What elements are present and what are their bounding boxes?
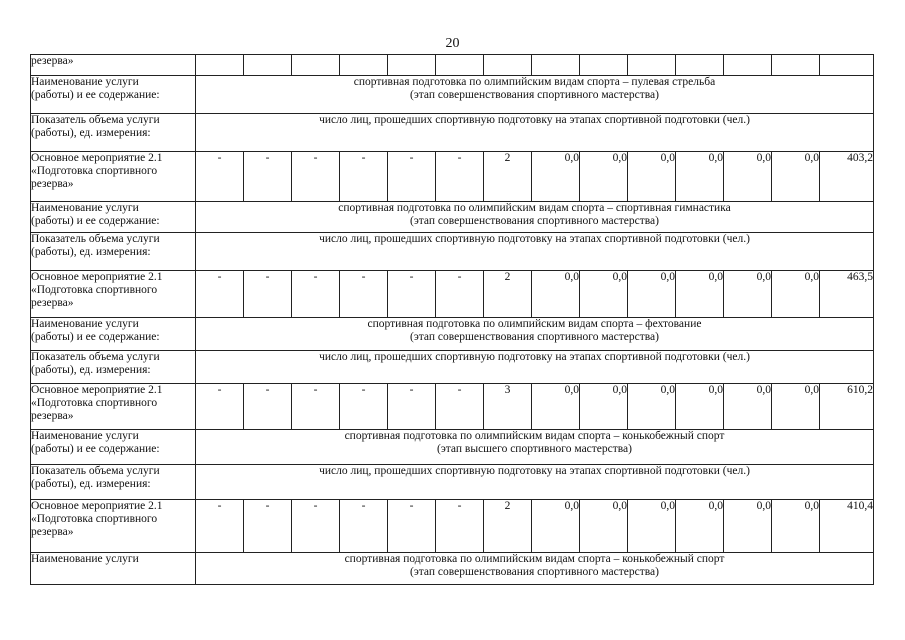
text-line: спортивная подготовка по олимпийским видам спорта – спортивная гимнастика — [338, 202, 731, 214]
value-cell: 0,0 — [676, 500, 724, 553]
text-line: спортивная подготовка по олимпийским видам спорта – конькобежный спорт — [344, 430, 725, 442]
value-cell: - — [244, 152, 292, 202]
event-row — [31, 384, 874, 430]
indicator-text: число лиц, прошедших спортивную подготовку на этапах спортивной подготовки (чел.) — [196, 114, 874, 152]
service-name-label — [31, 318, 196, 351]
value-cell: 0,0 — [772, 384, 820, 430]
value-cell: - — [196, 500, 244, 553]
text-line: (этап совершенствования спортивного мастерства) — [410, 331, 659, 343]
value-cell: 0,0 — [580, 500, 628, 553]
value-cell: - — [340, 500, 388, 553]
value-cell: 0,0 — [676, 271, 724, 318]
value-cell: 463,5 — [820, 271, 874, 318]
indicator-row — [31, 233, 874, 271]
service-name-text — [196, 76, 874, 114]
text-line: (работы) и ее содержание: — [31, 331, 160, 343]
value-cell: 0,0 — [772, 152, 820, 202]
value-cell: - — [292, 271, 340, 318]
event-label — [31, 152, 196, 202]
indicator-label — [31, 233, 196, 271]
service-name-row — [31, 553, 874, 585]
text-line: Показатель объема услуги — [31, 465, 160, 477]
value-cell: 2 — [484, 152, 532, 202]
value-cell: 0,0 — [628, 271, 676, 318]
service-name-label — [31, 553, 196, 585]
service-name-text — [196, 553, 874, 585]
text-line: (этап совершенствования спортивного мастерства) — [410, 215, 659, 227]
value-cell: 0,0 — [532, 384, 580, 430]
value-cell: - — [292, 152, 340, 202]
value-cell: 403,2 — [820, 152, 874, 202]
text-line: «Подготовка спортивного — [31, 165, 158, 177]
value-cell: 410,4 — [820, 500, 874, 553]
continuation-label: резерва» — [31, 55, 196, 76]
value-cell: 0,0 — [628, 500, 676, 553]
indicator-text: число лиц, прошедших спортивную подготовку на этапах спортивной подготовки (чел.) — [196, 233, 874, 271]
text-line: резерва» — [31, 178, 74, 190]
indicator-text: число лиц, прошедших спортивную подготовку на этапах спортивной подготовки (чел.) — [196, 465, 874, 500]
text-line: Наименование услуги — [31, 430, 139, 442]
event-label — [31, 384, 196, 430]
service-name-text — [196, 202, 874, 233]
text-line: спортивная подготовка по олимпийским видам спорта – конькобежный спорт — [344, 553, 725, 565]
value-cell: - — [436, 384, 484, 430]
value-cell: 0,0 — [724, 152, 772, 202]
text-line: «Подготовка спортивного — [31, 397, 158, 409]
value-cell: 3 — [484, 384, 532, 430]
text-line: Основное мероприятие 2.1 — [31, 384, 163, 396]
text-line: Основное мероприятие 2.1 — [31, 271, 163, 283]
value-cell: - — [292, 384, 340, 430]
text-line: (работы), ед. измерения: — [31, 246, 151, 258]
value-cell: 0,0 — [580, 271, 628, 318]
value-cell: 0,0 — [772, 500, 820, 553]
value-cell: 2 — [484, 500, 532, 553]
value-cell: - — [196, 152, 244, 202]
text-line: спортивная подготовка по олимпийским видам спорта – фехтование — [367, 318, 702, 330]
service-name-label — [31, 430, 196, 465]
text-line: Наименование услуги — [31, 76, 139, 88]
page-number: 20 — [445, 36, 460, 51]
text-line: «Подготовка спортивного — [31, 284, 158, 296]
service-name-row — [31, 76, 874, 114]
value-cell: - — [436, 152, 484, 202]
event-row — [31, 271, 874, 318]
text-line: (работы), ед. измерения: — [31, 127, 151, 139]
text-line: резерва» — [31, 410, 74, 422]
event-row — [31, 152, 874, 202]
text-line: (этап высшего спортивного мастерства) — [437, 443, 632, 455]
value-cell: - — [388, 152, 436, 202]
text-line: Показатель объема услуги — [31, 114, 160, 126]
value-cell: - — [436, 271, 484, 318]
indicator-row — [31, 465, 874, 500]
value-cell: 2 — [484, 271, 532, 318]
text-line: Показатель объема услуги — [31, 351, 160, 363]
value-cell: 0,0 — [676, 384, 724, 430]
value-cell: 0,0 — [532, 271, 580, 318]
value-cell: 0,0 — [724, 500, 772, 553]
text-line: (работы), ед. измерения: — [31, 364, 151, 376]
text-line: Наименование услуги — [31, 318, 139, 330]
text-line: Основное мероприятие 2.1 — [31, 500, 163, 512]
indicator-label — [31, 351, 196, 384]
value-cell: - — [196, 384, 244, 430]
value-cell: - — [388, 271, 436, 318]
text-line: Наименование услуги — [31, 553, 139, 565]
service-name-row — [31, 202, 874, 233]
text-line: Основное мероприятие 2.1 — [31, 152, 163, 164]
value-cell: - — [340, 384, 388, 430]
text-line: (работы), ед. измерения: — [31, 478, 151, 490]
indicator-row — [31, 351, 874, 384]
text-line: «Подготовка спортивного — [31, 513, 158, 525]
value-cell: - — [388, 500, 436, 553]
text-line: (работы) и ее содержание: — [31, 443, 160, 455]
indicator-label — [31, 465, 196, 500]
text-line: резерва» — [31, 297, 74, 309]
value-cell: 0,0 — [724, 271, 772, 318]
service-name-row — [31, 430, 874, 465]
value-cell: 0,0 — [580, 152, 628, 202]
value-cell: 0,0 — [628, 152, 676, 202]
text-line: (этап совершенствования спортивного мастерства) — [410, 566, 659, 578]
text-line: резерва» — [31, 526, 74, 538]
indicator-label — [31, 114, 196, 152]
text-line: Показатель объема услуги — [31, 233, 160, 245]
value-cell: 0,0 — [532, 500, 580, 553]
event-label — [31, 271, 196, 318]
service-name-text — [196, 430, 874, 465]
value-cell: - — [436, 500, 484, 553]
value-cell: - — [244, 500, 292, 553]
indicator-row — [31, 114, 874, 152]
text-line: (работы) и ее содержание: — [31, 215, 160, 227]
text-line: (работы) и ее содержание: — [31, 89, 160, 101]
services-table — [30, 54, 874, 585]
service-name-label — [31, 202, 196, 233]
value-cell: - — [196, 271, 244, 318]
text-line: спортивная подготовка по олимпийским видам спорта – пулевая стрельба — [353, 76, 716, 88]
value-cell: - — [244, 271, 292, 318]
service-name-row — [31, 318, 874, 351]
service-name-label — [31, 76, 196, 114]
value-cell: - — [244, 384, 292, 430]
value-cell: - — [340, 152, 388, 202]
service-name-text — [196, 318, 874, 351]
value-cell: 0,0 — [532, 152, 580, 202]
value-cell: 0,0 — [676, 152, 724, 202]
event-label — [31, 500, 196, 553]
value-cell: - — [388, 384, 436, 430]
value-cell: 0,0 — [724, 384, 772, 430]
text-line: Наименование услуги — [31, 202, 139, 214]
indicator-text: число лиц, прошедших спортивную подготовку на этапах спортивной подготовки (чел.) — [196, 351, 874, 384]
value-cell: 0,0 — [628, 384, 676, 430]
value-cell: - — [292, 500, 340, 553]
value-cell: 610,2 — [820, 384, 874, 430]
table-row-continuation — [31, 55, 874, 76]
value-cell: 0,0 — [580, 384, 628, 430]
value-cell: 0,0 — [772, 271, 820, 318]
value-cell: - — [340, 271, 388, 318]
event-row — [31, 500, 874, 553]
text-line: (этап совершенствования спортивного мастерства) — [410, 89, 659, 101]
